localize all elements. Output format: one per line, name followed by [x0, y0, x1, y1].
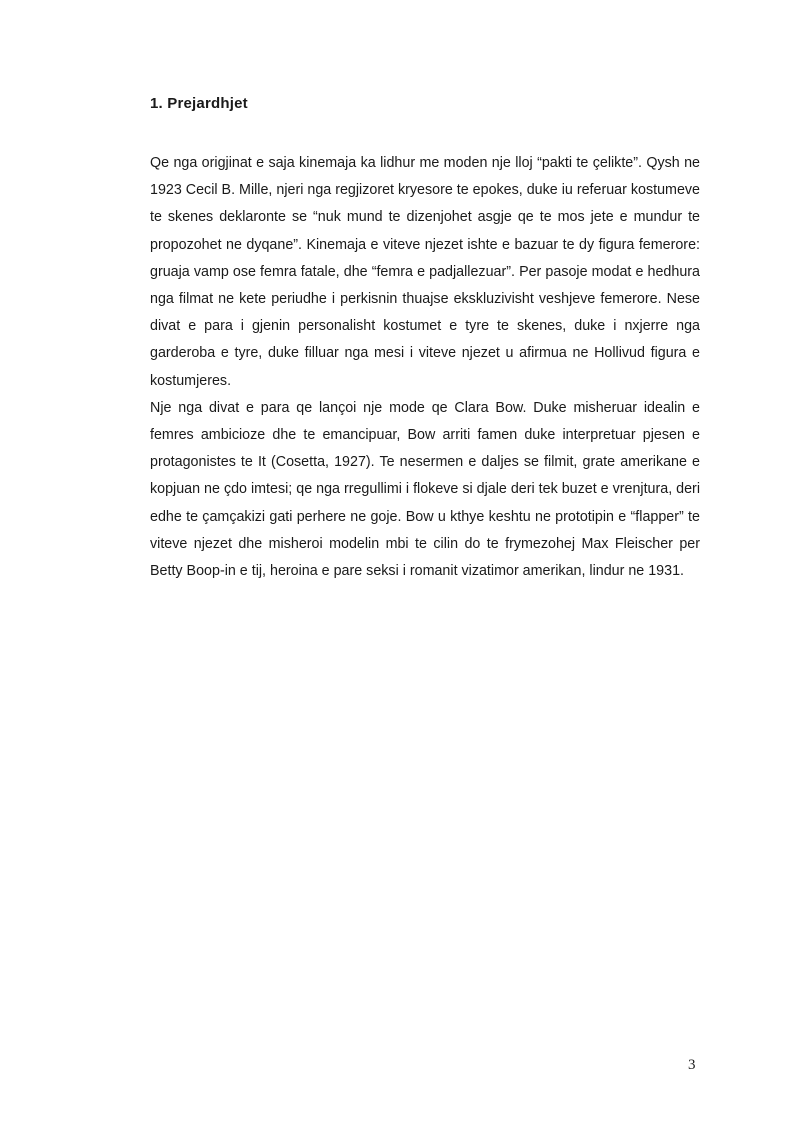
paragraph-origins: Qe nga origjinat e saja kinemaja ka lidhur me moden nje lloj “pakti te çelikte”. Qysh ne 1923 Cecil B. Mille, njeri nga regjizoret kryesore te epokes, duke iu referuar kostumeve te skenes deklaronte se “nuk mund te dizenjohet asgje qe te mos jete e mundur te propozohet ne dyqane”. Kinemaja e viteve njezet ishte e bazuar te dy figura femerore: gruaja vamp ose femra fatale, dhe “femra e padjallezuar”. Per pasoje modat e hedhura nga filmat ne kete periudhe i perkisnin thuajse ekskluzivisht veshjeve femerore. Nese divat e para i gjenin personalisht kostumet e tyre te skenes, duke i nxjerre nga garderoba e tyre, duke filluar nga mesi i viteve njezet u afirmua ne Hollivud figura e kostumjeres.: [150, 155, 700, 389]
section-heading: 1. Prejardhjet: [150, 95, 248, 112]
paragraph-clara-bow: Nje nga divat e para qe lançoi nje mode qe Clara Bow. Duke misheruar idealin e femres ambicioze dhe te emancipuar, Bow arriti famen duke interpretuar pjesen e protagonistes te It (Cosetta, 1927). Te nesermen e daljes se filmit, grate amerikane e kopjuan ne çdo imtesi; qe nga rregullimi i flokeve si djale deri tek buzet e vrenjtura, deri edhe te çamçakizi gati perhere ne goje. Bow u kthye keshtu ne prototipin e “flapper” te viteve njezet dhe misheroi modelin mbi te cilin do te frymezohej Max Fleischer per Betty Boop-in e tij, heroina e pare seksi i romanit vizatimor amerikan, lindur ne 1931.: [150, 399, 700, 580]
page-number: 3: [688, 1057, 696, 1073]
body-text: [150, 150, 700, 585]
